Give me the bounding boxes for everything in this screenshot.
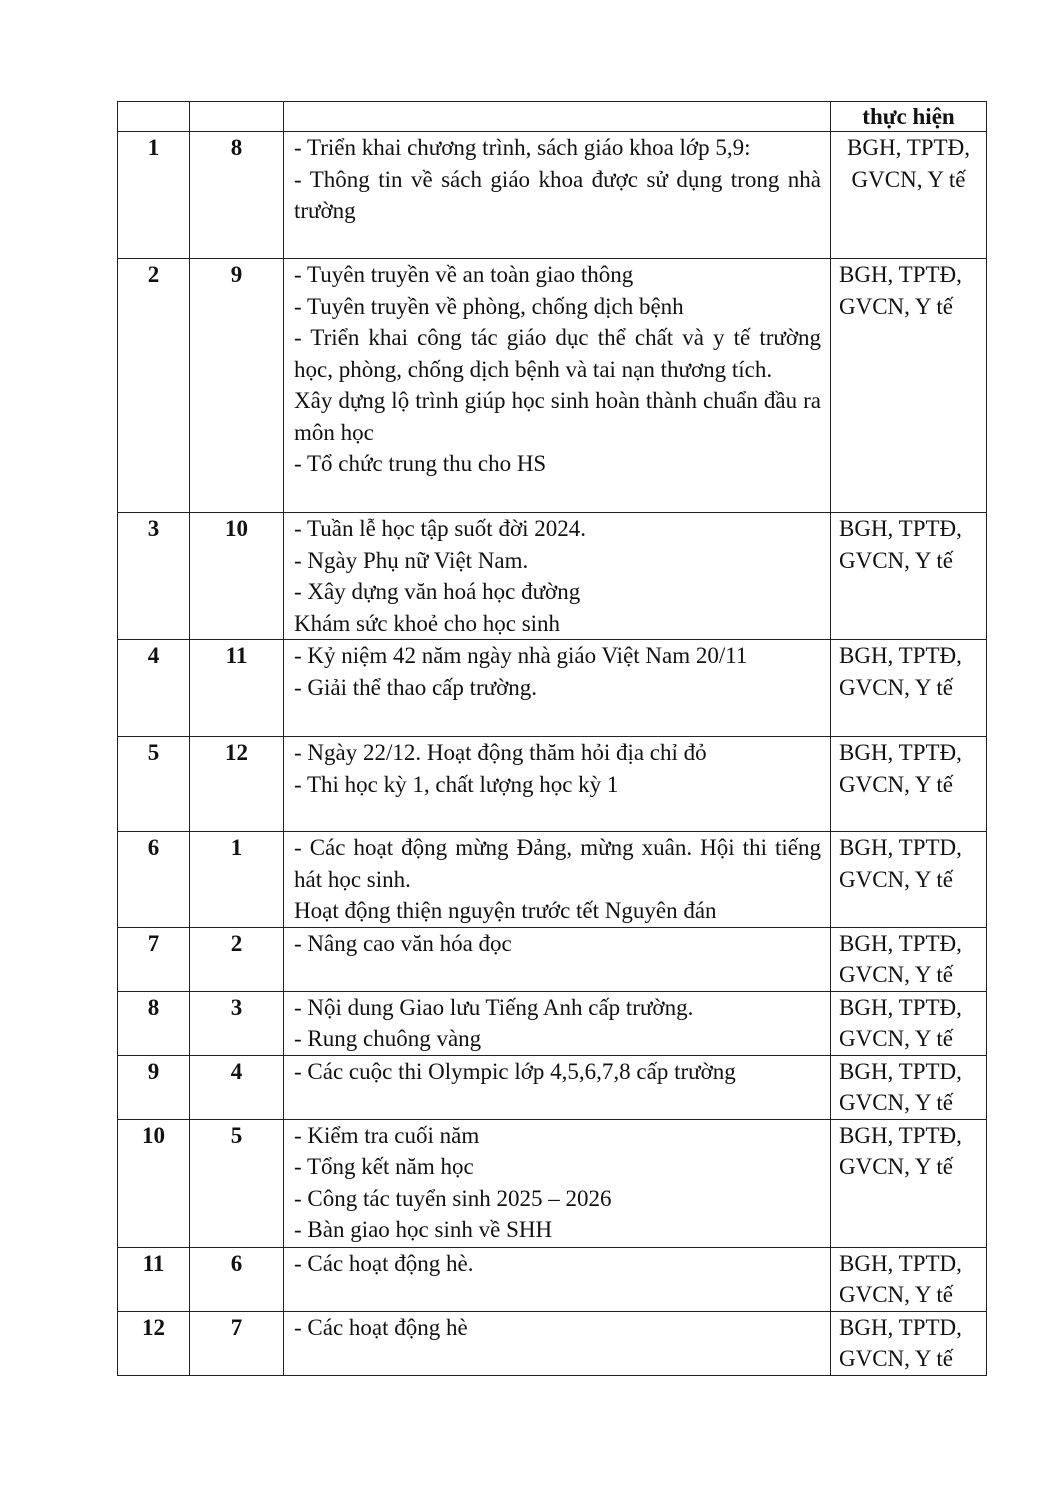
- content-item: - Tuyên truyền về phòng, chống dịch bệnh: [294, 293, 684, 319]
- table-row: [118, 513, 987, 640]
- content-item: - Kiểm tra cuối năm: [294, 1122, 480, 1148]
- table-row: [118, 737, 987, 832]
- content-item: - Rung chuông vàng: [294, 1026, 482, 1051]
- table-row: [118, 832, 987, 928]
- row-content: [284, 259, 831, 513]
- row-responsible: BGH, TPTĐ, GVCN, Y tế: [831, 640, 987, 737]
- row-month: 5: [190, 1119, 284, 1247]
- row-content: [284, 832, 831, 928]
- row-number: 8: [118, 991, 190, 1055]
- row-month: 8: [190, 132, 284, 259]
- row-responsible: BGH, TPTĐ, GVCN, Y tế: [831, 991, 987, 1055]
- content-item: - Thông tin về sách giáo khoa được sử dụng trong nhà trường: [294, 166, 821, 223]
- row-content: [284, 1055, 831, 1119]
- content-item: - Xây dựng văn hoá học đường: [294, 579, 581, 604]
- header-cell-month: [190, 102, 284, 132]
- row-responsible: BGH, TPTD, GVCN, Y tế: [831, 1311, 987, 1375]
- header-cell-content: [284, 102, 831, 132]
- table-row: [118, 991, 987, 1055]
- content-item: - Thi học kỳ 1, chất lượng học kỳ 1: [294, 771, 619, 797]
- content-item: - Triển khai chương trình, sách giáo khoa lớp 5,9:: [294, 135, 751, 160]
- content-item: - Tuần lễ học tập suốt đời 2024.: [294, 516, 586, 541]
- row-month: 4: [190, 1055, 284, 1119]
- header-cell-no: [118, 102, 190, 132]
- table-row: [118, 1311, 987, 1375]
- table-row: [118, 640, 987, 737]
- row-month: 2: [190, 927, 284, 991]
- row-number: 6: [118, 832, 190, 928]
- content-item: - Tuyên truyền về an toàn giao thông: [294, 262, 634, 287]
- row-content: [284, 513, 831, 640]
- row-responsible: BGH, TPTĐ, GVCN, Y tế: [831, 513, 987, 640]
- content-item: - Các hoạt động mừng Đảng, mừng xuân. Hội thi tiếng hát học sinh.: [294, 835, 821, 892]
- row-responsible: BGH, TPTD, GVCN, Y tế: [831, 832, 987, 928]
- table-row: [118, 1055, 987, 1119]
- row-month: 3: [190, 991, 284, 1055]
- row-responsible: BGH, TPTD, GVCN, Y tế: [831, 1055, 987, 1119]
- row-responsible: BGH, TPTĐ, GVCN, Y tế: [831, 737, 987, 832]
- table-row: [118, 1119, 987, 1247]
- content-item: - Bàn giao học sinh về SHH: [294, 1217, 553, 1242]
- table-row: [118, 1247, 987, 1311]
- row-content: [284, 1119, 831, 1247]
- row-month: 6: [190, 1247, 284, 1311]
- row-responsible: BGH, TPTĐ, GVCN, Y tế: [831, 927, 987, 991]
- row-number: 3: [118, 513, 190, 640]
- table-row: [118, 132, 987, 259]
- row-number: 7: [118, 927, 190, 991]
- header-cell-responsible: thực hiện: [831, 102, 987, 132]
- row-number: 12: [118, 1311, 190, 1375]
- row-number: 5: [118, 737, 190, 832]
- row-number: 2: [118, 259, 190, 513]
- row-month: 1: [190, 832, 284, 928]
- row-responsible: BGH, TPTĐ, GVCN, Y tế: [831, 1119, 987, 1247]
- row-content: [284, 640, 831, 737]
- row-responsible: BGH, TPTĐ, GVCN, Y tế: [831, 132, 987, 259]
- content-item: - Các hoạt động hè.: [294, 1250, 474, 1276]
- row-month: 10: [190, 513, 284, 640]
- row-number: 1: [118, 132, 190, 259]
- row-content: [284, 1247, 831, 1311]
- content-item: - Nâng cao văn hóa đọc: [294, 930, 512, 956]
- content-item: - Kỷ niệm 42 năm ngày nhà giáo Việt Nam 20/11: [294, 643, 748, 668]
- row-responsible: BGH, TPTD, GVCN, Y tế: [831, 1247, 987, 1311]
- content-item: - Nội dung Giao lưu Tiếng Anh cấp trường.: [294, 994, 694, 1020]
- row-content: [284, 132, 831, 259]
- content-item: - Triển khai công tác giáo dục thể chất và y tế trường học, phòng, chống dịch bệnh và tai nạn thương tích.: [294, 325, 821, 382]
- activity-plan-table: [117, 101, 987, 1376]
- row-number: 11: [118, 1247, 190, 1311]
- row-number: 9: [118, 1055, 190, 1119]
- content-item: - Ngày 22/12. Hoạt động thăm hỏi địa chỉ đỏ: [294, 740, 707, 765]
- table-header-row: [118, 102, 987, 132]
- content-item: - Tổ chức trung thu cho HS: [294, 451, 547, 476]
- row-content: [284, 737, 831, 832]
- row-month: 11: [190, 640, 284, 737]
- content-item: - Tổng kết năm học: [294, 1154, 474, 1179]
- row-content: [284, 1311, 831, 1375]
- row-month: 9: [190, 259, 284, 513]
- row-content: [284, 927, 831, 991]
- row-number: 4: [118, 640, 190, 737]
- content-item: Xây dựng lộ trình giúp học sinh hoàn thành chuẩn đầu ra môn học: [294, 388, 821, 445]
- table-row: [118, 927, 987, 991]
- content-item: - Các cuộc thi Olympic lớp 4,5,6,7,8 cấp trường: [294, 1058, 736, 1084]
- content-item: - Ngày Phụ nữ Việt Nam.: [294, 547, 529, 573]
- row-responsible: BGH, TPTĐ, GVCN, Y tế: [831, 259, 987, 513]
- content-item: - Giải thể thao cấp trường.: [294, 674, 538, 700]
- content-item: - Các hoạt động hè: [294, 1314, 468, 1340]
- table-body: [118, 102, 987, 1376]
- row-month: 12: [190, 737, 284, 832]
- content-item: Khám sức khoẻ cho học sinh: [294, 610, 561, 636]
- table-row: [118, 259, 987, 513]
- row-number: 10: [118, 1119, 190, 1247]
- row-month: 7: [190, 1311, 284, 1375]
- row-content: [284, 991, 831, 1055]
- content-item: - Công tác tuyển sinh 2025 – 2026: [294, 1185, 612, 1211]
- content-item: Hoạt động thiện nguyện trước tết Nguyên đán: [294, 898, 717, 923]
